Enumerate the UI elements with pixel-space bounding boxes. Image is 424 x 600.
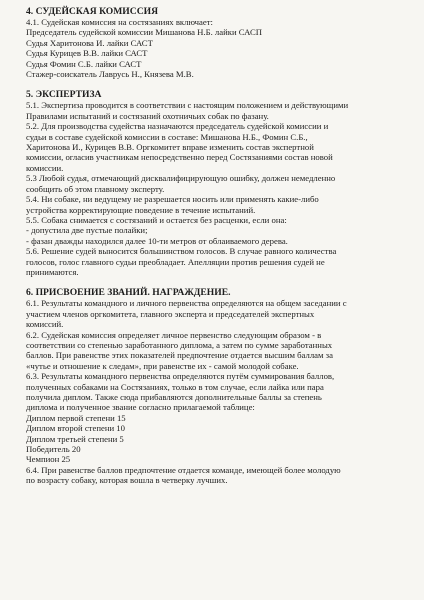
section-5-line: Правилами испытаний и состязаний охотничьих собак по фазану. [26, 110, 269, 121]
section-6-body [26, 298, 414, 485]
section-6-line: участием членов оргкомитета, главного эксперта и председателей экспертных [26, 308, 315, 319]
section-6-line: соответствии со степенью заработанного диплома, а затем по сумме заработанных [26, 339, 333, 350]
section-5-line: комиссии, огласив участникам непосредственно перед Состязаниями состав новой [26, 152, 333, 163]
section-4-line: 4.1. Судейская комиссия на состязаниях включает: [26, 17, 213, 27]
section-6-line: диплома и полученное звание согласно прилагаемой таблице: [26, 402, 255, 413]
section-5-line: - допустила две пустые полайки; [26, 225, 148, 236]
section-6-line: 6.2. Судейская комиссия определяет личное первенство следующим образом - в [26, 329, 322, 340]
diploma-second-degree: Диплом второй степени 10 [26, 423, 125, 434]
section-5-line: голосов, голос главного судьи преобладает. Апелляции против решения судей не [26, 256, 325, 267]
section-6-line: комиссий. [26, 319, 64, 330]
section-5-line: судьи в составе судейской комиссии в составе: Мишанова Н.Б., Фомин С.Б., [26, 131, 308, 142]
section-5-line: 5.1. Экспертиза проводится в соответствии с настоящим положением и действующими [26, 100, 349, 111]
section-5-line: устройства корректирующие поведение в течение испытаний. [26, 204, 256, 215]
section-4-heading: 4. СУДЕЙСКАЯ КОМИССИЯ [26, 6, 159, 17]
section-5-line: - фазан дважды находился далее 10-ти метров от облаиваемого дерева. [26, 235, 288, 246]
section-6-line: получила диплом. Также сюда прибавляются дополнительные баллы за степень [26, 392, 322, 402]
section-4-line: Судья Фомин С.Б. лайки САСТ [26, 58, 142, 69]
section-5-line: принимаются. [26, 266, 79, 277]
section-6-line: полученных собаками на Состязаниях, только в том случае, если лайка или пара [26, 381, 324, 392]
champion-points: Чемпион 25 [26, 454, 71, 465]
section-5-line: 5.4. Ни собаке, ни ведущему не разрешается носить или применять какие-либо [26, 194, 319, 205]
section-5-body [26, 100, 414, 277]
section-5-line: комиссии. [26, 162, 64, 173]
section-5-line: 5.5. Собака снимается с состязаний и остается без расценки, если она: [26, 214, 287, 225]
section-6 [26, 287, 414, 485]
section-5-heading: 5. ЭКСПЕРТИЗА [26, 89, 102, 101]
section-6-line: баллов. При равенстве этих показателей предпочтение отдается высшим баллам за [26, 350, 333, 361]
section-6-line: 6.3. Результаты командного первенства определяются путём суммирования баллов, [26, 371, 335, 382]
section-6-line: 6.1. Результаты командного и личного первенства определяются на общем заседании с [26, 298, 347, 309]
section-5-line: 5.6. Решение судей выносится большинством голосов. В случае равного количества [26, 246, 337, 257]
section-5 [26, 89, 414, 277]
section-4-line: Председатель судейской комиссии Мишанова Н.Б. лайки САСП [26, 27, 263, 38]
section-5-line: Харитонова И., Курицев В.В. Оргкомитет вправе изменить состав экспертной [26, 142, 314, 153]
diploma-third-degree: Диплом третьей степени 5 [26, 433, 124, 444]
winner-points: Победитель 20 [26, 444, 81, 455]
section-5-line: 5.2. Для производства судейства назначаются председатель судейской комиссии и [26, 121, 329, 132]
section-6-heading: 6. ПРИСВОЕНИЕ ЗВАНИЙ. НАГРАЖДЕНИЕ. [26, 287, 231, 299]
section-4-line: Судья Харитонова И. лайки САСТ [26, 37, 153, 48]
section-6-line: по возрасту собаку, которая вошла в четверку лучших. [26, 475, 228, 486]
section-4 [26, 6, 414, 79]
section-4-line: Судья Курицев В.В. лайки САСТ [26, 48, 148, 59]
section-4-line: Стажер-соискатель Лаврусь Н., Князева М.В. [26, 69, 194, 80]
diploma-first-degree: Диплом первой степени 15 [26, 412, 126, 423]
section-5-line: 5.3 Любой судья, отмечающий дисквалифицирующую ошибку, должен немедленно [26, 173, 336, 184]
section-5-line: сообщить об этом главному эксперту. [26, 183, 165, 194]
section-6-line: «чутье и отношение к следам», при равенстве их - самой молодой собаке. [26, 360, 299, 371]
section-4-body [26, 17, 414, 79]
section-6-line: 6.4. При равенстве баллов предпочтение отдается команде, имеющей более молодую [26, 464, 341, 475]
